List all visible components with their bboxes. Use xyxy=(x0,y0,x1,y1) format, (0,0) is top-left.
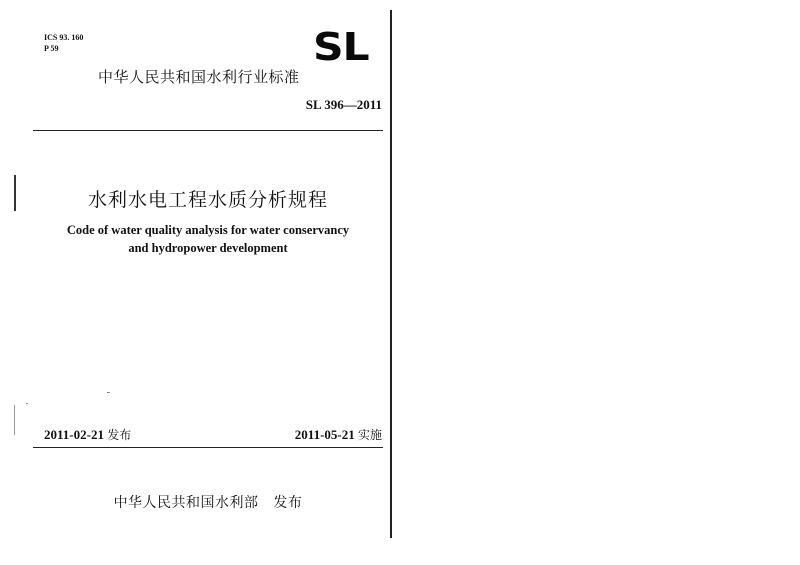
page-fold-line xyxy=(390,10,392,538)
title-english xyxy=(33,221,383,257)
implement-date-line xyxy=(295,426,382,443)
classification-code: P 59 xyxy=(44,44,59,53)
issue-date: 2011-02-21 xyxy=(44,427,104,442)
classification-block xyxy=(44,32,83,54)
title-english-line2: and hydropower development xyxy=(128,241,288,255)
scan-speck xyxy=(26,403,28,404)
sl-logo: SL xyxy=(313,25,369,69)
publisher: 中华人民共和国水利部 发布 xyxy=(113,495,303,511)
scan-artifact xyxy=(14,175,16,211)
standard-number: SL 396—2011 xyxy=(305,97,382,112)
issue-date-line xyxy=(44,426,131,443)
scan-speck xyxy=(107,392,110,393)
industry-standard-heading: 中华人民共和国水利行业标准 xyxy=(98,68,300,86)
ics-code: ICS 93. 160 xyxy=(44,33,84,42)
issue-label: 发布 xyxy=(107,428,132,442)
implement-label: 实施 xyxy=(357,428,382,442)
title-chinese: 水利水电工程水质分析规程 xyxy=(87,189,328,211)
header-rule xyxy=(33,130,383,131)
scan-artifact xyxy=(14,405,15,435)
footer-rule xyxy=(33,447,383,448)
title-english-line1: Code of water quality analysis for water conservancy xyxy=(66,223,350,237)
implement-date: 2011-05-21 xyxy=(294,427,355,442)
